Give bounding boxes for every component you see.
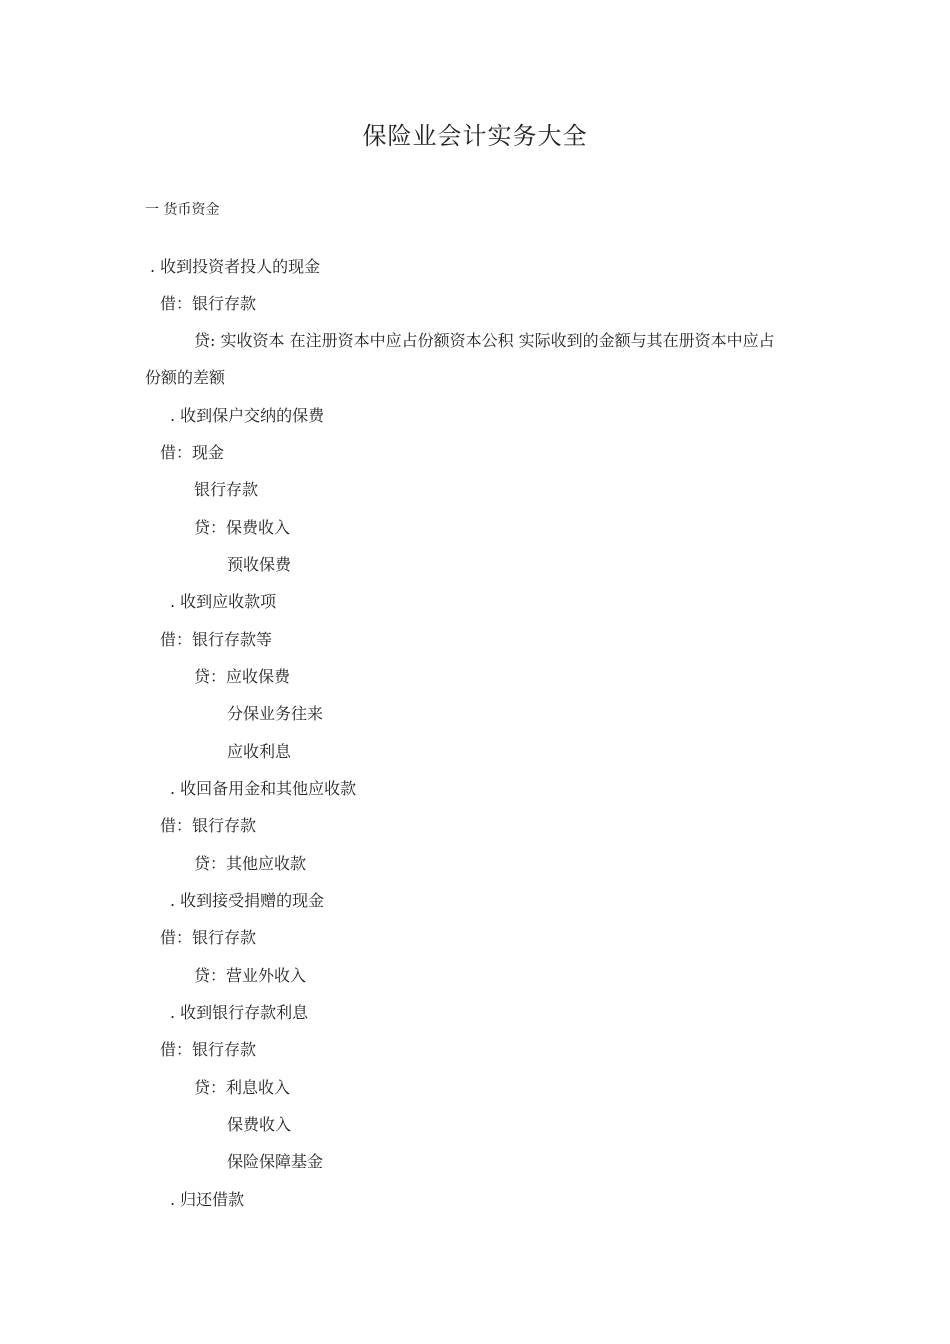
debit-line: 借：银行存款 xyxy=(160,294,257,313)
credit-line: 贷：营业外收入 xyxy=(194,966,307,985)
document-title: 保险业会计实务大全 xyxy=(362,122,588,150)
section-heading: 一 货币资金 xyxy=(145,202,220,218)
credit-line: 贷：利息收入 xyxy=(194,1078,291,1097)
credit-line-continued: 份额的差额 xyxy=(145,368,226,387)
credit-line: 分保业务往来 xyxy=(227,704,324,723)
entry-heading: . 收到保户交纳的保费 xyxy=(170,406,325,425)
debit-line: 借：银行存款 xyxy=(160,816,257,835)
debit-line: 借：现金 xyxy=(160,443,225,462)
debit-line: 银行存款 xyxy=(194,480,259,499)
entry-heading: . 收到银行存款利息 xyxy=(170,1003,309,1022)
credit-line: 应收利息 xyxy=(227,742,292,761)
entry-heading: . 收到投资者投人的现金 xyxy=(150,257,321,276)
credit-line: 贷: 实收资本 在注册资本中应占份额资本公积 实际收到的金额与其在册资本中应占 xyxy=(194,331,775,350)
entry-heading: . 收到接受捐赠的现金 xyxy=(170,891,325,910)
credit-line: 贷：应收保费 xyxy=(194,667,291,686)
credit-line: 贷：保费收入 xyxy=(194,518,291,537)
credit-line: 预收保费 xyxy=(227,555,292,574)
credit-line: 保险保障基金 xyxy=(227,1152,324,1171)
debit-line: 借：银行存款 xyxy=(160,928,257,947)
entry-heading: . 收回备用金和其他应收款 xyxy=(170,779,357,798)
entry-heading: . 归还借款 xyxy=(170,1190,245,1209)
debit-line: 借：银行存款等 xyxy=(160,630,273,649)
debit-line: 借：银行存款 xyxy=(160,1040,257,1059)
entry-heading: . 收到应收款项 xyxy=(170,592,277,611)
credit-line: 贷：其他应收款 xyxy=(194,854,307,873)
credit-line: 保费收入 xyxy=(227,1115,292,1134)
